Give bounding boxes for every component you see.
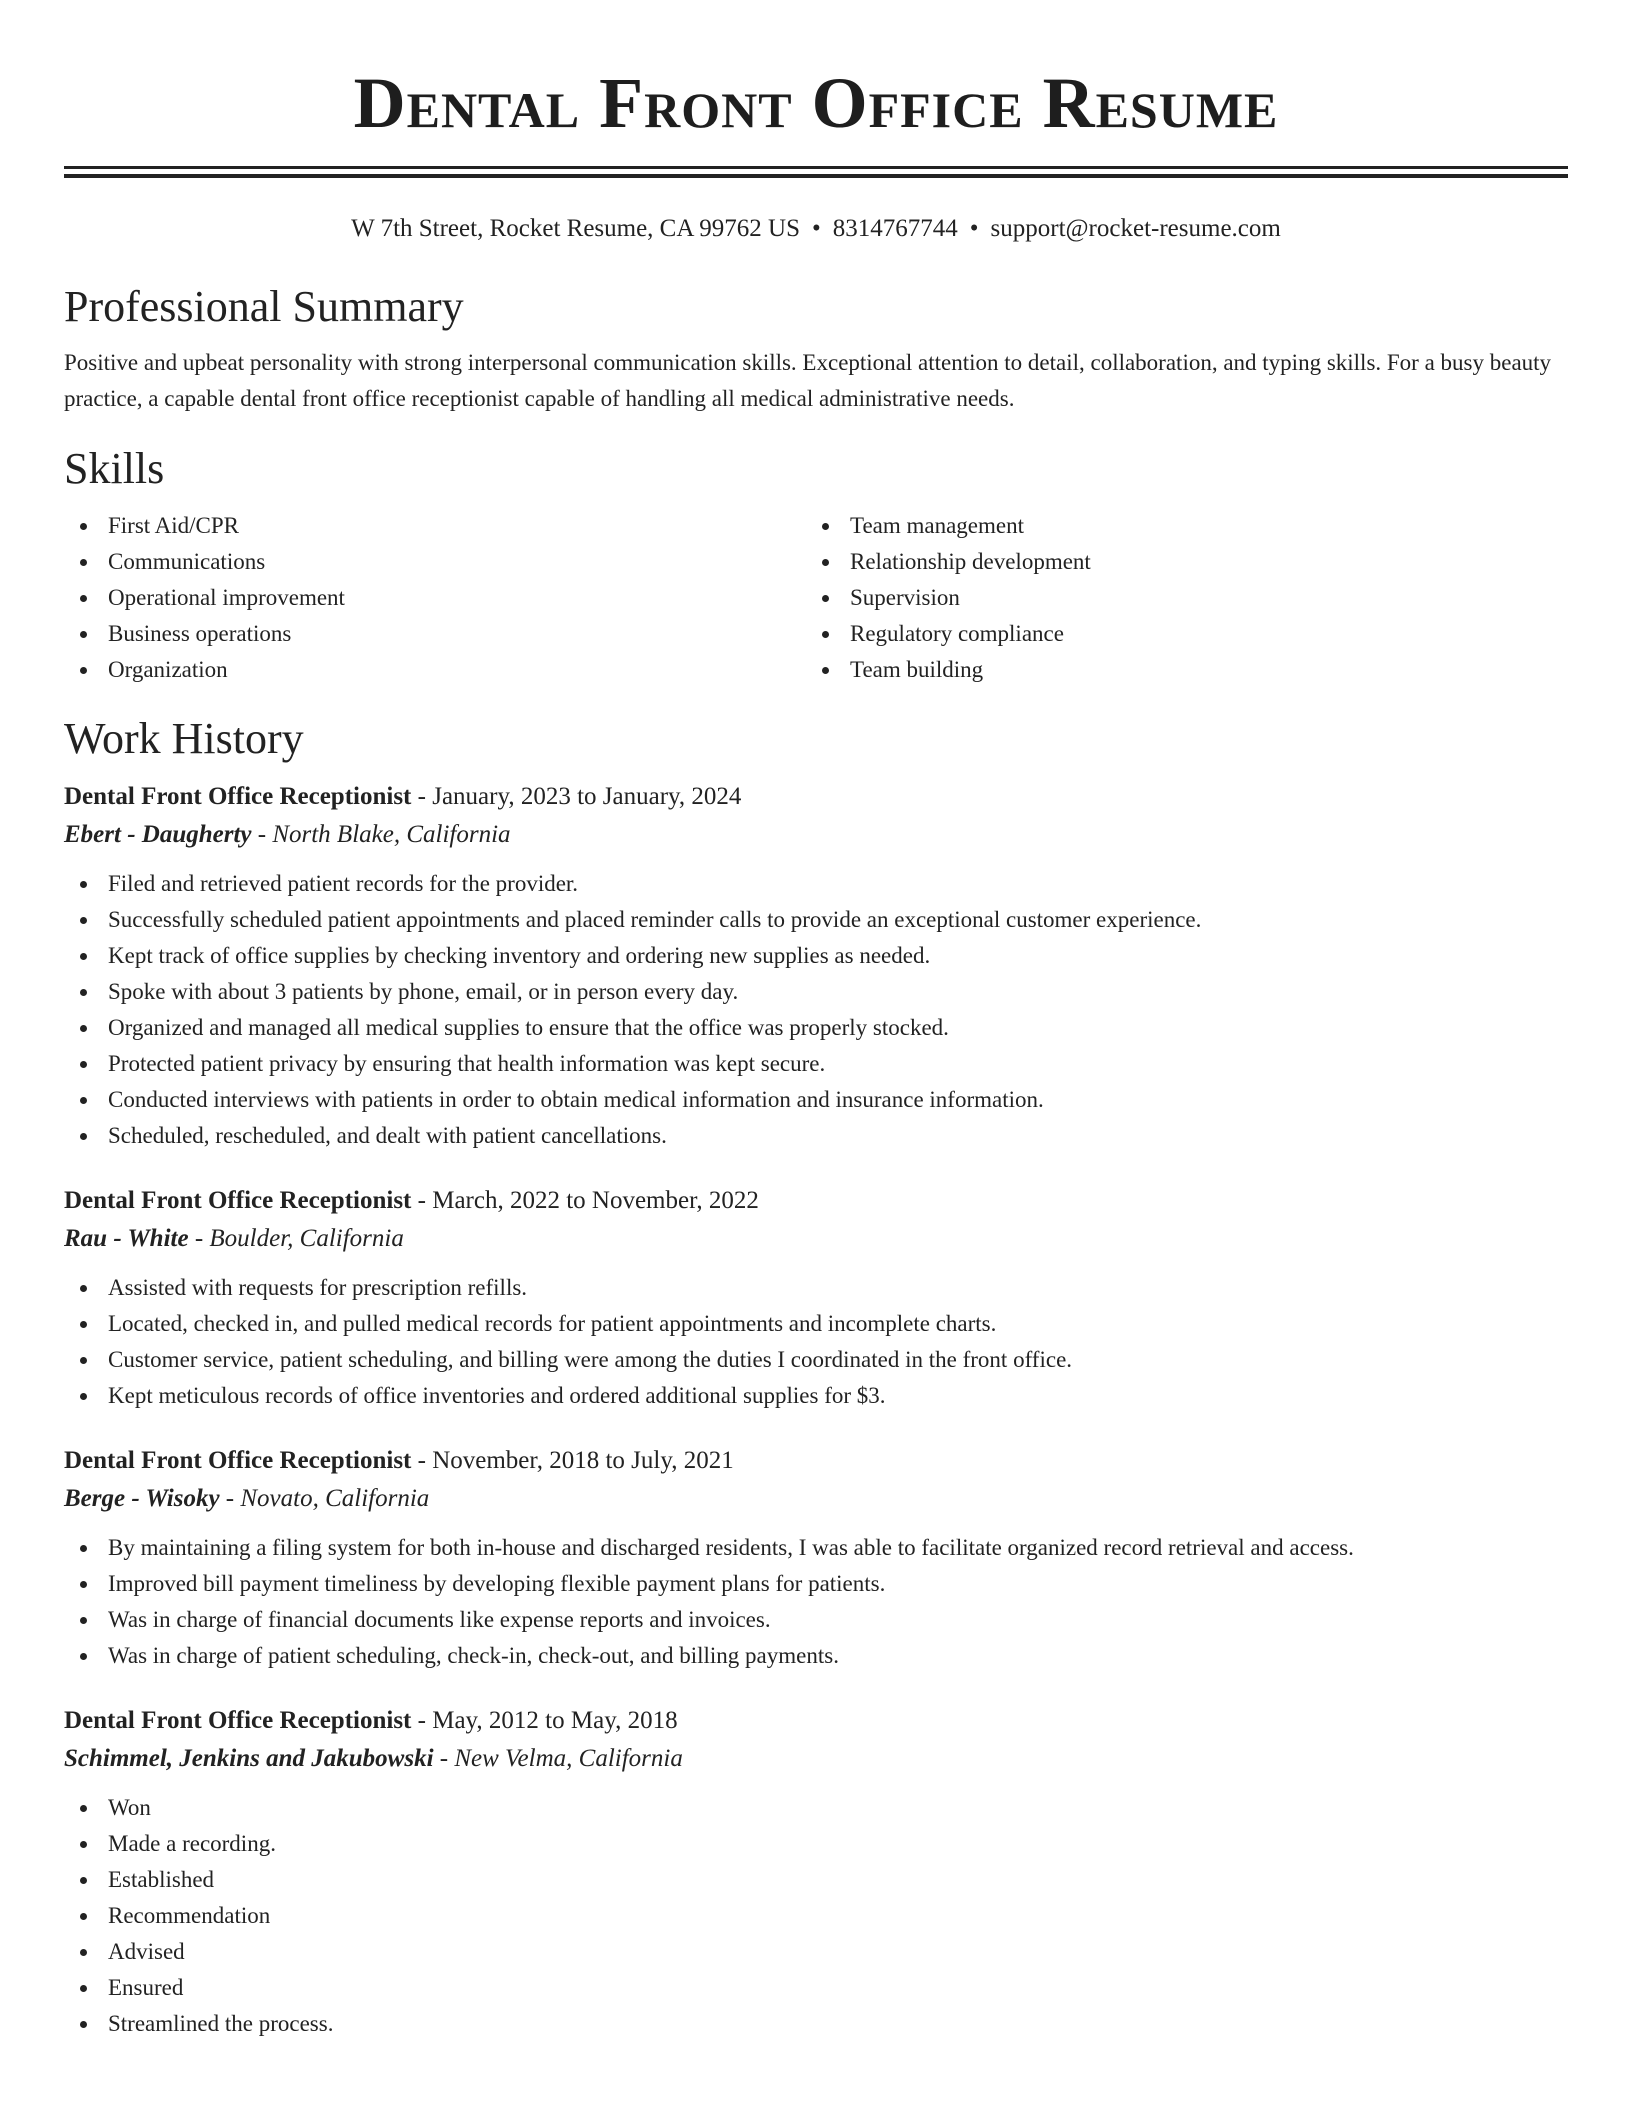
employer-line	[64, 1740, 1568, 1778]
duty-item: Kept track of office supplies by checking inventory and ordering new supplies as needed.	[64, 938, 1568, 974]
duty-item: Streamlined the process.	[64, 2006, 1568, 2042]
duty-item: Protected patient privacy by ensuring that health information was kept secure.	[64, 1046, 1568, 1082]
title-divider-bottom	[64, 174, 1568, 178]
employer-line	[64, 1480, 1568, 1518]
contact-separator: •	[812, 215, 821, 242]
employer-name: Rau - White	[64, 1225, 189, 1252]
duty-item: Ensured	[64, 1970, 1568, 2006]
duty-list	[64, 1530, 1568, 1674]
contact-separator: •	[969, 215, 979, 242]
duty-item: Was in charge of patient scheduling, check-in, check-out, and billing payments.	[64, 1638, 1568, 1674]
employer-location: - Novato, California	[225, 1485, 430, 1512]
job-title: Dental Front Office Receptionist	[64, 1707, 412, 1734]
duty-item: Made a recording.	[64, 1826, 1568, 1862]
employer-line	[64, 1220, 1568, 1258]
employer-name: Berge - Wisoky	[64, 1485, 220, 1512]
employer-location: - North Blake, California	[257, 821, 511, 848]
contact-email: support@rocket-resume.com	[990, 215, 1281, 242]
duty-list	[64, 1270, 1568, 1414]
skills-column-right	[806, 508, 1548, 688]
duty-item: Scheduled, rescheduled, and dealt with patient cancellations.	[64, 1118, 1568, 1154]
job-entry	[64, 778, 1568, 1154]
duty-item: Filed and retrieved patient records for the provider.	[64, 866, 1568, 902]
duty-item: Customer service, patient scheduling, and billing were among the duties I coordinated in the front office.	[64, 1342, 1568, 1378]
skill-item: Team building	[806, 652, 1548, 688]
job-title: Dental Front Office Receptionist	[64, 1447, 412, 1474]
title-divider-top	[64, 166, 1568, 169]
skill-item: First Aid/CPR	[64, 508, 806, 544]
duty-item: Advised	[64, 1934, 1568, 1970]
duty-list	[64, 1790, 1568, 2042]
skills-heading: Skills	[64, 444, 165, 493]
duty-item: By maintaining a filing system for both in-house and discharged residents, I was able to facilitate organized record retrieval and access.	[64, 1530, 1568, 1566]
skill-item: Business operations	[64, 616, 806, 652]
summary-heading: Professional Summary	[64, 282, 464, 331]
skill-item: Relationship development	[806, 544, 1548, 580]
job-title-line	[64, 778, 1568, 816]
skill-item: Regulatory compliance	[806, 616, 1548, 652]
duty-item: Was in charge of financial documents like expense reports and invoices.	[64, 1602, 1568, 1638]
contact-address: W 7th Street, Rocket Resume, CA 99762 US	[351, 215, 800, 242]
employer-line	[64, 816, 1568, 854]
job-dates: - January, 2023 to January, 2024	[417, 783, 742, 810]
employer-name: Ebert - Daugherty	[64, 821, 252, 848]
resume-title: Dental Front Office Resume	[353, 63, 1279, 143]
duty-item: Assisted with requests for prescription refills.	[64, 1270, 1568, 1306]
skill-item: Communications	[64, 544, 806, 580]
duty-item: Established	[64, 1862, 1568, 1898]
job-title-line	[64, 1702, 1568, 1740]
duty-item: Improved bill payment timeliness by developing flexible payment plans for patients.	[64, 1566, 1568, 1602]
duty-item: Successfully scheduled patient appointments and placed reminder calls to provide an exceptional customer experience.	[64, 902, 1568, 938]
duty-list	[64, 866, 1568, 1154]
job-dates: - March, 2022 to November, 2022	[417, 1187, 759, 1214]
job-title-line	[64, 1182, 1568, 1220]
job-title: Dental Front Office Receptionist	[64, 783, 412, 810]
job-entry	[64, 1442, 1568, 1674]
skill-item: Team management	[806, 508, 1548, 544]
duty-item: Organized and managed all medical supplies to ensure that the office was properly stocked.	[64, 1010, 1568, 1046]
work-history-heading: Work History	[64, 714, 304, 763]
skills-list	[64, 508, 1568, 688]
duty-item: Recommendation	[64, 1898, 1568, 1934]
employer-location: - Boulder, California	[194, 1225, 404, 1252]
job-entry	[64, 1702, 1568, 2042]
contact-phone: 8314767744	[832, 215, 958, 242]
employer-location: - New Velma, California	[439, 1745, 683, 1772]
duty-item: Won	[64, 1790, 1568, 1826]
summary-text: Positive and upbeat personality with strong interpersonal communication skills. Exceptional attention to detail, collaboration, and typing skills. For a busy beauty practice, a capable dental front office receptionist capable of handling all medical administrative needs.	[64, 350, 1552, 411]
employer-name: Schimmel, Jenkins and Jakubowski	[64, 1745, 434, 1772]
job-title: Dental Front Office Receptionist	[64, 1187, 412, 1214]
job-dates: - May, 2012 to May, 2018	[417, 1707, 678, 1734]
skills-column-left	[64, 508, 806, 688]
skill-item: Supervision	[806, 580, 1548, 616]
job-entry	[64, 1182, 1568, 1414]
duty-item: Kept meticulous records of office inventories and ordered additional supplies for $3.	[64, 1378, 1568, 1414]
duty-item: Conducted interviews with patients in order to obtain medical information and insurance information.	[64, 1082, 1568, 1118]
skill-item: Organization	[64, 652, 806, 688]
skill-item: Operational improvement	[64, 580, 806, 616]
job-dates: - November, 2018 to July, 2021	[417, 1447, 734, 1474]
duty-item: Spoke with about 3 patients by phone, email, or in person every day.	[64, 974, 1568, 1010]
contact-line	[64, 214, 1568, 244]
duty-item: Located, checked in, and pulled medical records for patient appointments and incomplete charts.	[64, 1306, 1568, 1342]
job-title-line	[64, 1442, 1568, 1480]
